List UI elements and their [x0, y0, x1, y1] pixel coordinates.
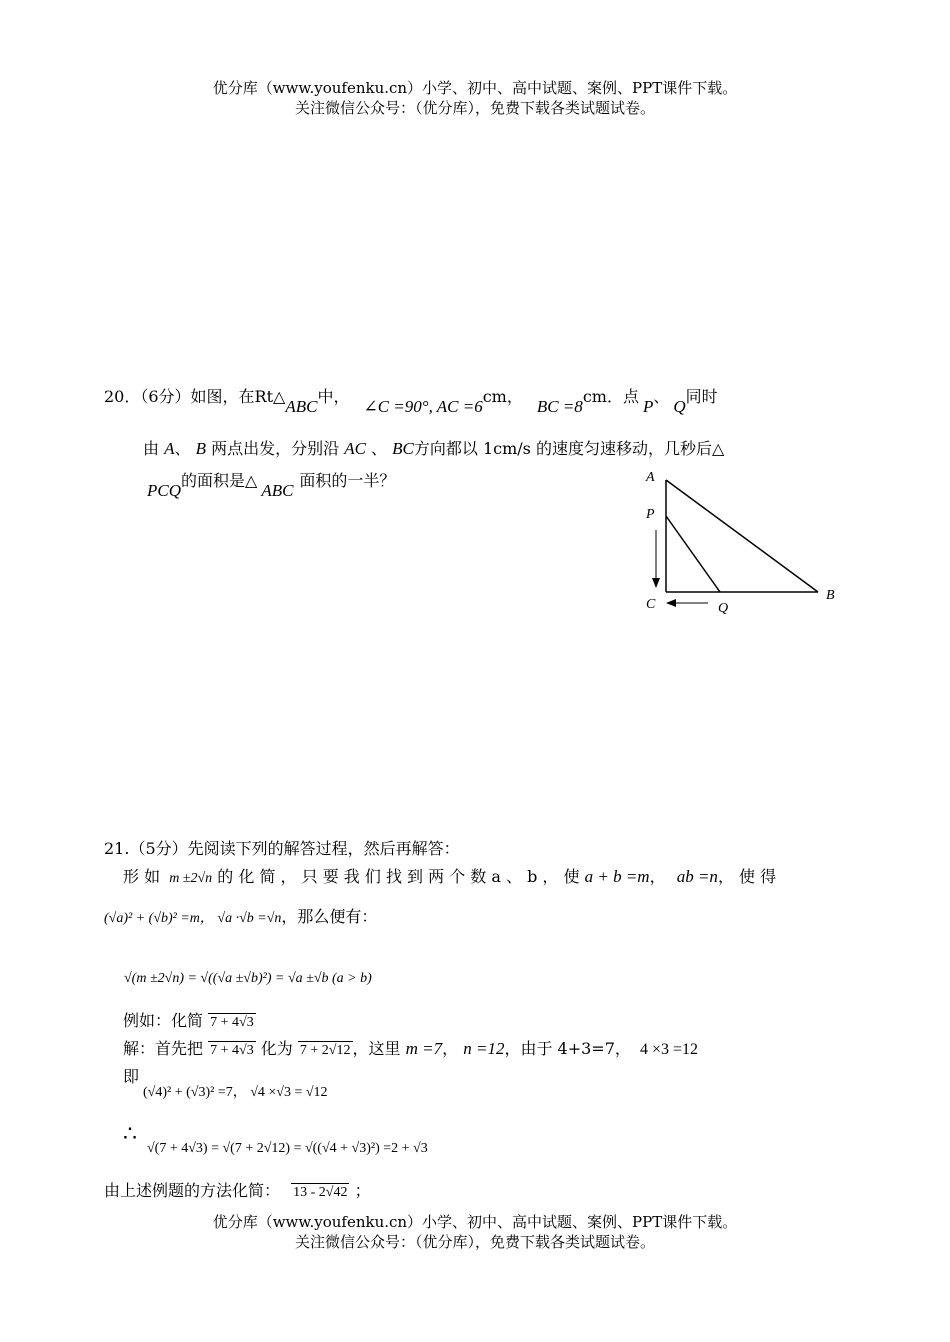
q20-bc: BC =8 [536, 397, 583, 416]
q20-bc-dir: BC [392, 439, 414, 458]
q20-angle: ∠C =90°, AC =6 [363, 397, 483, 416]
footer-line-1: 优分库（www.youfenku.cn）小学、初中、高中试题、案例、PPT课件下载。 [212, 1213, 738, 1231]
q20-q: Q [673, 397, 686, 416]
q21-l1-eq1: a + b =m [584, 867, 650, 886]
q20-point-a: A [164, 439, 175, 458]
q21-sol-c: ，这里 [352, 1039, 401, 1058]
q21-l1-eq2: ab =n [676, 867, 718, 886]
q20-cm2: cm．点 [582, 387, 639, 406]
q21-l2-b: ，那么便有： [281, 907, 378, 926]
q21-solution [123, 1038, 698, 1061]
q21-line-2 [104, 906, 377, 930]
q21-sol-a: 解：首先把 [123, 1039, 204, 1058]
q20-zhong: 中， [317, 387, 350, 406]
question-20-line-2 [143, 438, 724, 460]
q20-point-b: B [195, 439, 206, 458]
q20-number: 20． [104, 387, 141, 406]
q21-sol-radical-2: 7 + 2√12 [299, 1043, 351, 1058]
q21-sol-m: m =7 [405, 1039, 443, 1058]
q21-l1-b: 的 化 简 ， 只 要 我 们 找 到 两 个 数 a 、 b ， 使 [217, 867, 580, 886]
header-line-2: 关注微信公众号：（优分库），免费下载各类试题试卷。 [294, 99, 655, 117]
q21-l1-d: ， 使 得 [717, 867, 777, 886]
q21-sol-radical-1: 7 + 4√3 [210, 1043, 254, 1058]
q20-line3-a: 的面积是△ [181, 471, 258, 490]
q21-ji-label: 即 [123, 1067, 140, 1086]
q21-l1-radical: m ±2√n [169, 871, 213, 886]
q20-ac: AC [344, 439, 366, 458]
q21-task-radical: 13 - 2√42 [293, 1185, 348, 1200]
q20-line2-c: 方向都以 1cm/s 的速度匀速移动，几秒后△ [413, 439, 725, 458]
q21-sol-e: ，由于 4+3=7， [504, 1039, 631, 1058]
label-b: B [826, 588, 835, 603]
q21-line-3 [124, 966, 372, 990]
q21-task-b: ； [354, 1181, 371, 1200]
q20-line2-b: 两点出发，分别沿 [211, 439, 340, 458]
q20-score: （6分）如图，在Rt△ [140, 387, 286, 406]
side-ab [666, 480, 818, 592]
q21-l1-a: 形 如 [123, 867, 161, 886]
label-q: Q [718, 601, 729, 616]
q21-final-equation: √(7 + 4√3) = √(7 + 2√12) = √((√4 + √3)²) =2 + √3 [147, 1141, 428, 1156]
header-line-1: 优分库（www.youfenku.cn）小学、初中、高中试题、案例、PPT课件下载。 [212, 79, 738, 97]
arrow-left-head [666, 599, 676, 607]
q21-ji-equation: (√4)² + (√3)² =7， √4 ×√3 = √12 [143, 1085, 328, 1100]
footer-line-2: 关注微信公众号：（优分库），免费下载各类试题试卷。 [294, 1233, 655, 1251]
q21-sol-d: ， [442, 1039, 459, 1058]
label-p: P [646, 507, 655, 522]
q21-sol-f: 4 ×3 =12 [640, 1041, 699, 1058]
q21-ex-label: 例如：化简 [123, 1011, 204, 1030]
q20-abc2: ABC [261, 481, 294, 500]
label-a: A [646, 470, 655, 485]
q20-tongshi: 同时 [685, 387, 718, 406]
q21-final [147, 1136, 428, 1160]
label-c: C [646, 597, 656, 612]
q21-line-1 [123, 866, 776, 890]
q20-line3-b: 面积的一半？ [299, 471, 396, 490]
triangle-figure [630, 460, 850, 630]
q21-task-a: 由上述例题的方法化简： [104, 1181, 281, 1200]
question-20-line-3 [147, 470, 396, 500]
q20-dun: 、 [653, 387, 670, 406]
q21-example [123, 1010, 256, 1032]
q21-ji-eq [143, 1080, 328, 1104]
q20-abc: ABC [285, 397, 318, 416]
q20-dun2: 、 [174, 439, 191, 458]
q21-l2-eq: (√a)² + (√b)² =m， √a ·√b =√n [104, 911, 282, 926]
q20-p: P [642, 397, 654, 416]
question-20-line-1 [104, 386, 718, 416]
therefore-symbol: ∴ [123, 1122, 137, 1147]
q20-line2-a: 由 [143, 439, 160, 458]
q21-l1-c: ， [649, 867, 666, 886]
segment-pq [666, 516, 720, 592]
q21-sol-n: n =12 [463, 1039, 505, 1058]
q20-dun3: 、 [371, 439, 388, 458]
q21-task [104, 1180, 371, 1202]
arrow-down-head [652, 578, 660, 588]
q21-ex-radical: 7 + 4√3 [210, 1015, 254, 1030]
q20-pcq: PCQ [147, 481, 181, 500]
q21-sol-b: 化为 [260, 1039, 293, 1058]
q21-l3-eq: √(m ±2√n) = √((√a ±√b)²) = √a ±√b (a > b) [124, 971, 372, 986]
question-21-title: 21.（5分）先阅读下列的解答过程，然后再解答： [104, 839, 460, 858]
q20-cm1: cm， [482, 387, 523, 406]
